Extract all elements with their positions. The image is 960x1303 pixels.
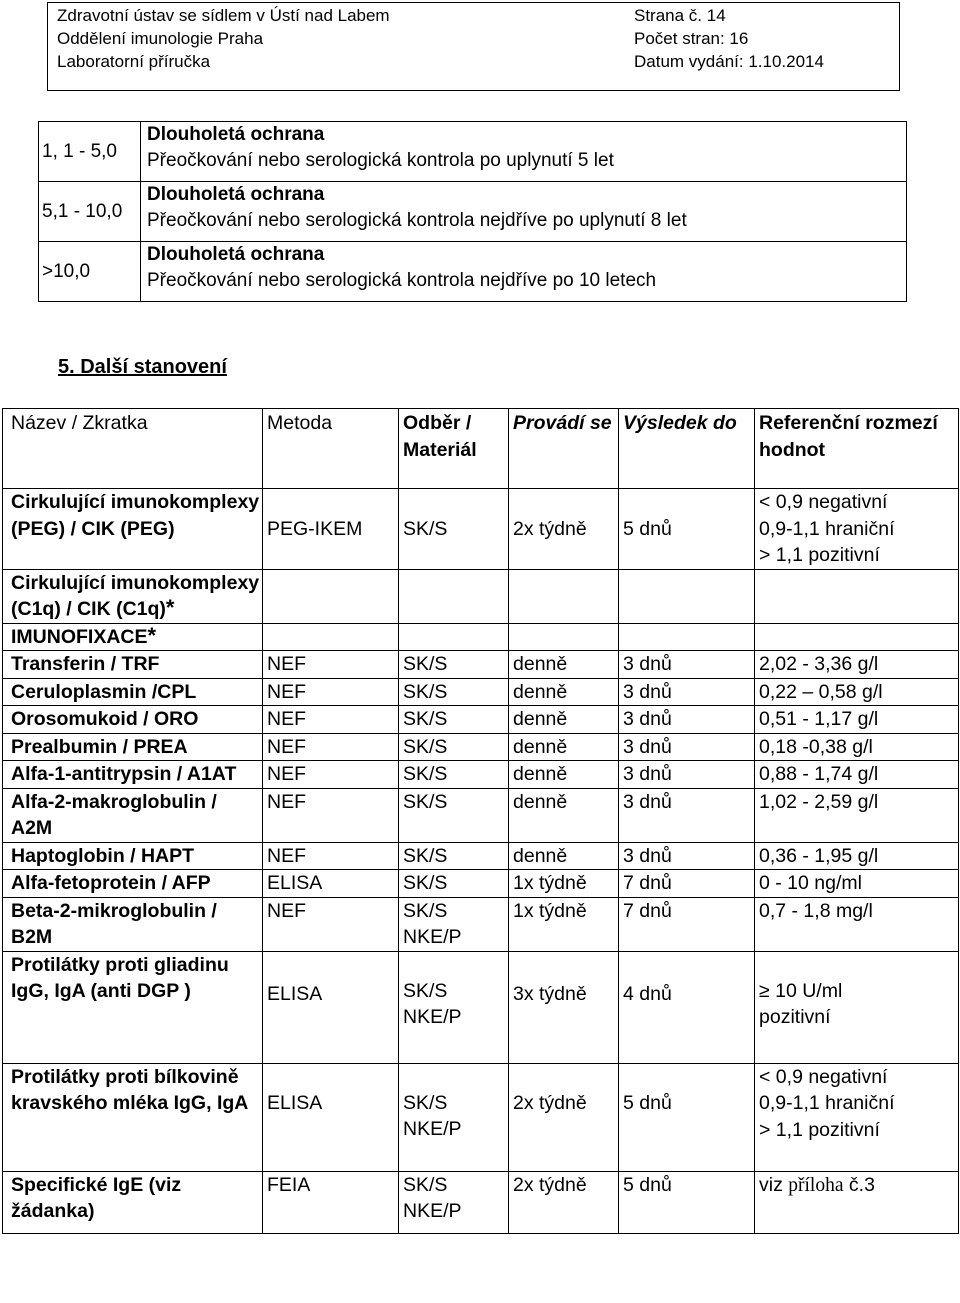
page-number: Strana č. 14 [634, 6, 726, 25]
cell-reference: 1,02 - 2,59 g/l [755, 788, 959, 842]
cell-frequency: denně [509, 706, 619, 734]
cell-frequency: 1x týdně [509, 897, 619, 951]
cell-frequency: denně [509, 761, 619, 789]
cell-reference [755, 1171, 959, 1233]
table-row [3, 706, 959, 734]
header-left [57, 4, 390, 73]
table-row [3, 897, 959, 951]
cell-frequency: 3x týdně [509, 951, 619, 1063]
department-name: Oddělení imunologie Praha [57, 29, 264, 48]
reference-line: > 1,1 pozitivní [759, 544, 880, 566]
cell-frequency [509, 623, 619, 651]
cell-name: Alfa-1-antitrypsin / A1AT [3, 761, 263, 789]
cell-frequency: 2x týdně [509, 1063, 619, 1171]
interval-title: Dlouholetá ochrana [147, 244, 325, 265]
cell-reference: 0,36 - 1,95 g/l [755, 842, 959, 870]
cell-method: FEIA [263, 1171, 399, 1233]
table-row [3, 651, 959, 679]
cell-result [619, 569, 755, 623]
table-row [3, 623, 959, 651]
table-row [3, 678, 959, 706]
header-right [634, 4, 824, 73]
interval-desc [141, 182, 907, 242]
cell-method: NEF [263, 706, 399, 734]
interval-row [39, 182, 907, 242]
interval-note: Přeočkování nebo serologická kontrola nejdříve po 10 letech [147, 270, 657, 291]
cell-frequency: denně [509, 842, 619, 870]
reference-line: 0,9-1,1 hraniční [759, 1092, 895, 1114]
cell-result: 7 dnů [619, 897, 755, 951]
cell-frequency [509, 569, 619, 623]
sample-line: SK/S [403, 1173, 448, 1196]
interval-table [38, 121, 907, 302]
table-row [3, 1063, 959, 1171]
cell-name: Protilátky proti gliadinu IgG, IgA (anti DGP ) [3, 951, 263, 1063]
table-row [3, 569, 959, 623]
cell-sample: SK/S [399, 651, 509, 679]
cell-result: 3 dnů [619, 788, 755, 842]
sample-line: NKE/P [403, 926, 462, 948]
document-name: Laboratorní příručka [57, 52, 211, 71]
sample-line: SK/S [403, 899, 448, 922]
cell-name-text: IMUNOFIXACE [11, 625, 148, 648]
cell-reference [755, 489, 959, 570]
cell-frequency: 2x týdně [509, 489, 619, 570]
table-row [3, 870, 959, 898]
table-row [3, 788, 959, 842]
cell-sample: SK/S [399, 489, 509, 570]
cell-name: Orosomukoid / ORO [3, 706, 263, 734]
cell-reference [755, 951, 959, 1063]
sample-line: NKE/P [403, 1006, 462, 1028]
cell-result: 5 dnů [619, 1063, 755, 1171]
cell-result [619, 623, 755, 651]
interval-range: 1, 1 - 5,0 [39, 122, 141, 182]
cell-result: 7 dnů [619, 870, 755, 898]
cell-reference [755, 1063, 959, 1171]
sample-line: NKE/P [403, 1118, 462, 1140]
col-reference-header: Referenční rozmezí hodnot [755, 409, 959, 489]
cell-sample [399, 1063, 509, 1171]
cell-result: 3 dnů [619, 842, 755, 870]
interval-range: 5,1 - 10,0 [39, 182, 141, 242]
section-title: 5. Další stanovení [58, 356, 227, 378]
col-frequency-header: Provádí se [509, 409, 619, 489]
interval-note: Přeočkování nebo serologická kontrola po uplynutí 5 let [147, 150, 614, 171]
col-result-header: Výsledek do [619, 409, 755, 489]
cell-method: PEG-IKEM [263, 489, 399, 570]
reference-line: 0,9-1,1 hraniční [759, 517, 895, 540]
cell-reference [755, 623, 959, 651]
interval-title: Dlouholetá ochrana [147, 124, 325, 145]
cell-reference: 2,02 - 3,36 g/l [755, 651, 959, 679]
cell-method [263, 569, 399, 623]
reference-line: < 0,9 negativní [759, 491, 888, 513]
cell-method: NEF [263, 842, 399, 870]
cell-reference: 0,18 -0,38 g/l [755, 733, 959, 761]
interval-row [39, 242, 907, 302]
table-row [3, 1171, 959, 1233]
footnote-star: * [165, 595, 175, 620]
cell-method: ELISA [263, 951, 399, 1063]
cell-sample: SK/S [399, 678, 509, 706]
interval-row [39, 122, 907, 182]
cell-result: 3 dnů [619, 733, 755, 761]
col-method-header: Metoda [263, 409, 399, 489]
cell-name: Prealbumin / PREA [3, 733, 263, 761]
cell-frequency: denně [509, 788, 619, 842]
tests-table [2, 408, 959, 1234]
cell-method: NEF [263, 788, 399, 842]
cell-sample [399, 897, 509, 951]
cell-result: 4 dnů [619, 951, 755, 1063]
cell-sample: SK/S [399, 706, 509, 734]
sample-line: SK/S [403, 979, 448, 1002]
col-name-header: Název / Zkratka [3, 409, 263, 489]
interval-title: Dlouholetá ochrana [147, 184, 325, 205]
cell-name: Beta-2-mikroglobulin / B2M [3, 897, 263, 951]
table-row [3, 733, 959, 761]
cell-method: NEF [263, 651, 399, 679]
cell-name: Protilátky proti bílkovině kravského mléka IgG, IgA [3, 1063, 263, 1171]
reference-line: ≥ 10 U/ml [759, 979, 843, 1002]
cell-reference: 0,7 - 1,8 mg/l [755, 897, 959, 951]
cell-sample [399, 623, 509, 651]
cell-frequency: denně [509, 733, 619, 761]
interval-range: >10,0 [39, 242, 141, 302]
cell-method: NEF [263, 733, 399, 761]
reference-line: > 1,1 pozitivní [759, 1118, 880, 1141]
cell-method: NEF [263, 678, 399, 706]
cell-name: Transferin / TRF [3, 651, 263, 679]
cell-name-text: Cirkulující imunokomplexy (C1q) / CIK (C1q) [11, 571, 260, 620]
page-count: Počet stran: 16 [634, 29, 749, 48]
cell-sample: SK/S [399, 761, 509, 789]
cell-method: NEF [263, 897, 399, 951]
reference-line: pozitivní [759, 1006, 831, 1028]
cell-name [3, 569, 263, 623]
cell-result: 3 dnů [619, 761, 755, 789]
cell-name: Cirkulující imunokomplexy (PEG) / CIK (PEG) [3, 489, 263, 570]
sample-line: SK/S [403, 1091, 448, 1114]
sample-line: NKE/P [403, 1200, 462, 1222]
cell-sample: SK/S [399, 788, 509, 842]
cell-frequency: denně [509, 651, 619, 679]
cell-name: Alfa-2-makroglobulin / A2M [3, 788, 263, 842]
col-sample-header: Odběr / Materiál [399, 409, 509, 489]
cell-sample [399, 951, 509, 1063]
reference-attachment: příloha [788, 1174, 844, 1196]
reference-line: < 0,9 negativní [759, 1065, 888, 1088]
cell-name: Alfa-fetoprotein / AFP [3, 870, 263, 898]
cell-sample [399, 1171, 509, 1233]
cell-method [263, 623, 399, 651]
cell-method: ELISA [263, 870, 399, 898]
cell-reference [755, 569, 959, 623]
cell-method: NEF [263, 761, 399, 789]
cell-reference: 0,88 - 1,74 g/l [755, 761, 959, 789]
cell-sample: SK/S [399, 870, 509, 898]
footnote-star: * [147, 622, 157, 648]
cell-result: 3 dnů [619, 706, 755, 734]
reference-text: viz [759, 1173, 783, 1196]
interval-desc [141, 122, 907, 182]
cell-name [3, 623, 263, 651]
reference-number: č.3 [848, 1173, 875, 1196]
cell-frequency: 2x týdně [509, 1171, 619, 1233]
cell-sample: SK/S [399, 842, 509, 870]
interval-note: Přeočkování nebo serologická kontrola nejdříve po uplynutí 8 let [147, 210, 687, 231]
interval-desc [141, 242, 907, 302]
cell-frequency: denně [509, 678, 619, 706]
institution-name: Zdravotní ústav se sídlem v Ústí nad Labem [57, 6, 390, 25]
cell-result: 5 dnů [619, 1171, 755, 1233]
cell-reference: 0 - 10 ng/ml [755, 870, 959, 898]
issue-date: Datum vydání: 1.10.2014 [634, 52, 824, 71]
cell-sample: SK/S [399, 733, 509, 761]
table-header-row [3, 409, 959, 489]
table-row [3, 951, 959, 1063]
table-row [3, 842, 959, 870]
table-row [3, 761, 959, 789]
cell-reference: 0,51 - 1,17 g/l [755, 706, 959, 734]
cell-method: ELISA [263, 1063, 399, 1171]
document-header [47, 2, 900, 91]
cell-name: Specifické IgE (viz žádanka) [3, 1171, 263, 1233]
cell-reference: 0,22 – 0,58 g/l [755, 678, 959, 706]
cell-name: Ceruloplasmin /CPL [3, 678, 263, 706]
table-row [3, 489, 959, 570]
cell-name: Haptoglobin / HAPT [3, 842, 263, 870]
cell-result: 3 dnů [619, 678, 755, 706]
cell-sample [399, 569, 509, 623]
cell-result: 3 dnů [619, 651, 755, 679]
cell-frequency: 1x týdně [509, 870, 619, 898]
cell-result: 5 dnů [619, 489, 755, 570]
